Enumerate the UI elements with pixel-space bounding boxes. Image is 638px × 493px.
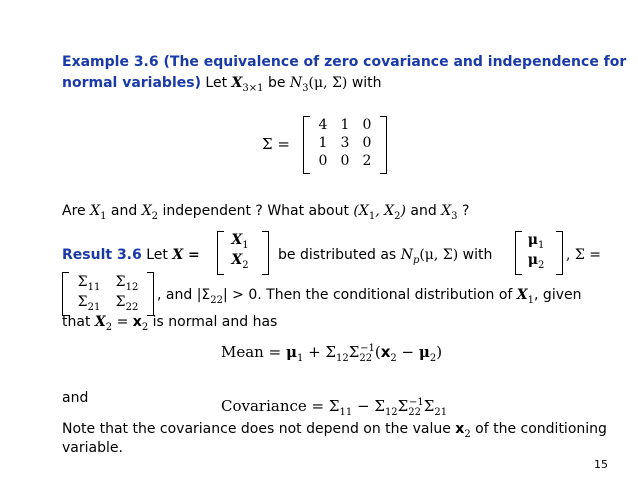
q-text-3: independent ? What about [162,203,349,219]
mean-x2-sub: 2 [390,353,397,364]
cov-sigma22: Σ [397,397,409,415]
example-title-line2 [62,73,382,93]
and-word: and [62,390,89,406]
example-X: X [231,75,243,91]
sigma-cell-1-1: 3 [340,135,350,151]
cov-sigma21: Σ [423,397,435,415]
result-l3-rest: is normal and has [152,314,278,330]
mean-minus: − [396,343,419,361]
result-l3-x: x [132,314,142,330]
mean-s22: 22 [359,353,373,364]
result-X-eq: X = [172,247,200,263]
sigma-cell-0-2: 0 [362,117,372,133]
q-text-5: ? [461,203,470,219]
x-vec-entry-0: $X_1$ [231,232,249,251]
q-pair-mid: , X [375,203,395,219]
q-X3-sub: 3 [451,210,458,222]
sigma-cell-0-0: 4 [318,117,328,133]
sigma-cell-2-2: 2 [362,153,372,169]
xvec-bracket-right [262,231,269,275]
result-cont-1: , and |Σ [157,287,211,303]
note-x: x [455,421,465,437]
note-text-b: of the conditioning [475,421,607,437]
sigma-block-bracket-right [147,272,154,316]
mean-close: ) [436,343,443,361]
sigma-block-bracket-left [62,272,69,316]
result-cont-2: | > 0. Then the conditional distribution of [223,287,513,303]
result-l3-x-sub: 2 [141,321,149,333]
result-cont-sub: 22 [210,294,223,306]
example-N-args: (μ, Σ) [308,75,348,91]
q-X1: X [90,203,101,219]
q-X1-sub: 1 [100,210,107,222]
cov-lhs: Covariance = Σ [221,397,340,415]
cov-s22: 22 [408,407,422,418]
q-pair-close: ) [400,203,406,219]
mean-mu1-sub: 1 [296,353,304,364]
q-X3: X [441,203,452,219]
result-be-text: be distributed as [278,247,397,263]
example-be-text: be [267,75,286,91]
sigma-bracket-right [380,116,387,174]
mean-sigma22: Σ [348,343,360,361]
q-text-4: and [410,203,437,219]
sigma-bracket-left [303,116,310,174]
note-line2: variable. [62,440,123,456]
result-line1-a [62,245,200,265]
mean-plus-sigma: + Σ [303,343,337,361]
sigma-matrix [312,117,378,171]
note-x-sub: 2 [464,428,471,440]
result-let-text: Let [146,247,168,263]
result-l3-X-sub: 2 [105,321,113,333]
result-title: Result 3.6 [62,247,142,263]
cov-s11: 11 [339,407,353,418]
xvec-bracket-left [217,231,224,275]
cov-s21: 21 [434,407,448,418]
mu-vector [522,232,550,272]
mean-paren: ( [374,343,381,361]
result-line1-b [278,245,492,265]
q-text-2: and [110,203,138,219]
mean-x2: x [380,343,391,361]
q-text-1: Are [62,203,86,219]
example-let-text: Let [205,75,228,91]
example-title-cont: normal variables) [62,75,201,91]
sigma-block-1-0: $\Sigma_{21}$ [77,294,101,313]
example-N-sub: 3 [302,82,309,94]
mean-mu2-sub: 2 [429,353,437,364]
muvec-bracket-left [515,231,522,275]
cov-inv: −1 [409,397,424,408]
result-l3-eq: = [116,314,129,330]
cov-s12: 12 [384,407,398,418]
cov-minus: − Σ [352,397,385,415]
result-cont-X: X [516,287,528,303]
sigma-cell-1-0: 1 [318,135,328,151]
sigma-label: Σ = [262,135,290,153]
x-vector [225,232,255,272]
q-pair-s1: 1 [368,210,376,222]
muvec-bracket-right [556,231,563,275]
q-pair-open: (X [353,203,369,219]
example-with-text: with [351,75,382,91]
note-line1 [62,419,607,439]
result-with-text: with [462,247,493,263]
mu-vec-entry-0: $\mu_1$ [527,232,545,251]
result-line2 [157,285,581,305]
sigma-block-0-1: $\Sigma_{12}$ [115,274,139,293]
example-X-dim: 3×1 [242,82,264,94]
result-cont-3: , given [534,287,582,303]
x-vec-entry-1: $X_2$ [231,252,249,271]
example-N: N [289,75,303,91]
sigma-cell-1-2: 0 [362,135,372,151]
example-title-line1: Example 3.6 (The equivalence of zero covariance and independence for [62,54,627,70]
result-sigma-eq: , Σ = [566,247,601,263]
result-N-args: (μ, Σ) [419,247,459,263]
sigma-block-0-0: $\Sigma_{11}$ [77,274,101,293]
result-line3 [62,312,277,332]
sigma-cell-2-1: 0 [340,153,350,169]
mean-mu2: μ [418,343,430,361]
page-number: 15 [594,458,608,471]
mean-equation [221,342,442,362]
question-line [62,201,469,221]
sigma-cell-2-0: 0 [318,153,328,169]
result-cont-X-sub: 1 [527,294,535,306]
mu-vec-entry-1: $\mu_2$ [527,252,545,271]
result-l3-X: X [94,314,106,330]
q-X2: X [141,203,152,219]
result-N-sub: p [412,254,420,266]
result-N: N [400,247,413,263]
mean-lhs: Mean = [221,343,286,361]
result-that: that [62,314,91,330]
mean-s12: 12 [336,353,349,364]
q-X2-sub: 2 [151,210,159,222]
mean-mu1: μ [285,343,297,361]
mean-inv: −1 [360,343,375,354]
q-pair-s2: 2 [394,210,401,222]
sigma-block-1-1: $\Sigma_{22}$ [115,294,139,313]
sigma-cell-0-1: 1 [340,117,350,133]
note-text-a: Note that the covariance does not depend on the value [62,421,451,437]
sigma-block-matrix [70,274,146,314]
cov-equation [221,396,447,416]
